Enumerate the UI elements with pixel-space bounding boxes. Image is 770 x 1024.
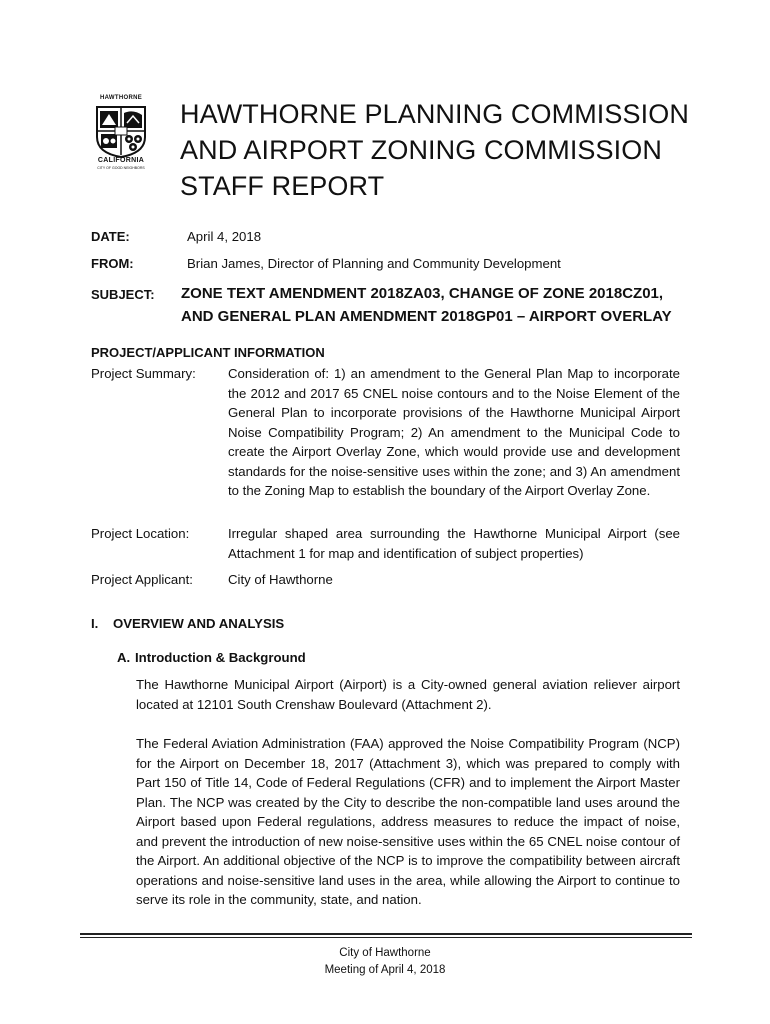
seal-top-text: HAWTHORNE [99, 95, 143, 101]
project-summary-label: Project Summary: [91, 366, 196, 381]
project-location-label: Project Location: [91, 526, 190, 541]
project-location-text: Irregular shaped area surrounding the Hawthorne Municipal Airport (see Attachment 1 for map and identification of subject properties) [228, 526, 680, 561]
intro-paragraph-2: The Federal Aviation Administration (FAA) approved the Noise Compatibility Program (NCP) for the Airport on December 18, 2017 (Attachment 3), which was prepared to comply with Part 150 of Title 14, Code of Federal Regulations (CFR) and to implement the Airport Master Plan. The NCP was created by the City to describe the non-compatible land uses around the Airport based upon Federal regulations, address measures to reduce the impact of noise, and prevent the introduction of new noise-sensitive uses within the 65 CNEL noise contour of the Airport. An additional objective of the NCP is to improve the compatibility between aircraft operations and noise-sensitive land uses in the area, while allowing the Airport to continue to serve its role in the community, state, and nation. [136, 736, 680, 907]
seal-emblem-icon [93, 103, 149, 159]
subject-label: SUBJECT: [91, 287, 155, 302]
intro-subheading [117, 650, 306, 665]
report-title [180, 96, 720, 204]
seal-motto: CITY OF GOOD NEIGHBORS [97, 166, 145, 170]
overview-number: I. [91, 616, 99, 631]
from-value: Brian James, Director of Planning and Community Development [187, 256, 561, 271]
seal-bottom-text: CALIFORNIA [97, 157, 145, 164]
intro-paragraph-1: The Hawthorne Municipal Airport (Airport) is a City-owned general aviation reliever airport located at 12101 South Crenshaw Boulevard (Attachment 2). [136, 677, 680, 712]
project-summary-text: Consideration of: 1) an amendment to the General Plan Map to incorporate the 2012 and 2017 65 CNEL noise contours and to the Noise Element of the General Plan to incorporate provisions of the Hawthorne Municipal Airport Noise Compatibility Program; 2) An amendment to the Municipal Code to create the Airport Overlay Zone, which would provide use and development standards for the noise-sensitive uses within the zone; and 3) An amendment to the Zoning Map to establish the boundary of the Airport Overlay Zone. [228, 366, 680, 498]
from-label: FROM: [91, 256, 134, 271]
project-info-heading: PROJECT/APPLICANT INFORMATION [91, 345, 325, 360]
intro-title: Introduction & Background [135, 650, 306, 665]
subject-line-2: AND GENERAL PLAN AMENDMENT 2018GP01 – AIRPORT OVERLAY [181, 308, 672, 325]
title-line-2: AND AIRPORT ZONING COMMISSION [180, 135, 662, 165]
title-line-3: STAFF REPORT [180, 171, 385, 201]
date-value: April 4, 2018 [187, 229, 262, 244]
city-seal [86, 95, 156, 175]
subject-line-1: ZONE TEXT AMENDMENT 2018ZA03, CHANGE OF ZONE 2018CZ01, [181, 285, 664, 302]
title-line-1: HAWTHORNE PLANNING COMMISSION [180, 99, 689, 129]
project-applicant-label: Project Applicant: [91, 572, 193, 587]
overview-heading [91, 616, 284, 631]
footer-rule [80, 933, 692, 935]
footer-meeting: Meeting of April 4, 2018 [324, 964, 446, 976]
subject-value [181, 282, 672, 328]
intro-letter: A. [117, 650, 131, 665]
date-label: DATE: [91, 229, 130, 244]
project-applicant-text: City of Hawthorne [228, 572, 333, 587]
footer-city: City of Hawthorne [339, 947, 431, 959]
overview-title: OVERVIEW AND ANALYSIS [113, 616, 285, 631]
footer-rule-thin [80, 937, 692, 938]
